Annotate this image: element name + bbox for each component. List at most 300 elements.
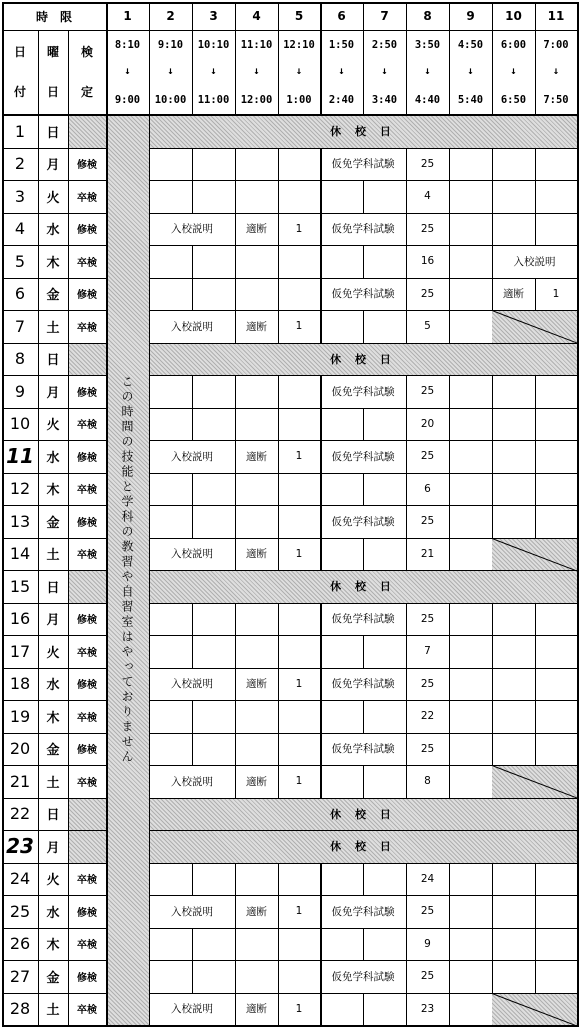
- date-cell: 13: [9, 511, 31, 531]
- grid-line: [363, 408, 364, 441]
- grid-line: [235, 213, 236, 246]
- grid-line: [535, 635, 536, 668]
- period8-value: 25: [420, 515, 435, 528]
- grid-line: [235, 668, 236, 701]
- aptitude-count: 1: [295, 775, 303, 788]
- grid-line: [278, 440, 279, 473]
- period8-value: 7: [424, 645, 431, 658]
- date-cell: 24: [9, 869, 31, 889]
- grid-line: [492, 668, 493, 701]
- period-start-time: 4:50: [457, 39, 484, 51]
- holiday-label: 休 校 日: [330, 580, 396, 594]
- grid-line: [535, 440, 536, 473]
- permit-test-entry: 仮免学科試験: [331, 678, 395, 691]
- grid-line: [406, 863, 407, 896]
- grid-line: [192, 408, 193, 441]
- grid-line: [535, 733, 536, 766]
- permit-test-entry: 仮免学科試験: [331, 743, 395, 756]
- grid-line: [2, 603, 106, 604]
- grid-line: [406, 278, 407, 311]
- period-arrow-icon: ↓: [124, 65, 131, 77]
- exam-cell: 卒検: [77, 1005, 97, 1017]
- grid-line: [149, 245, 577, 246]
- period8-value: 21: [420, 547, 435, 560]
- period8-value: 25: [420, 222, 435, 235]
- grid-line: [492, 148, 493, 181]
- holiday-shade: [68, 830, 106, 863]
- grid-line: [406, 310, 407, 343]
- aptitude-entry: 適断: [246, 905, 267, 918]
- grid-line: [320, 895, 322, 928]
- date-cell: 16: [9, 609, 31, 629]
- grid-line: [2, 635, 106, 636]
- grid-line: [192, 863, 193, 896]
- period-start-time: 7:00: [543, 39, 569, 51]
- grid-line: [192, 375, 193, 408]
- grid-line: [406, 668, 407, 701]
- grid-line: [449, 700, 450, 733]
- grid-line: [235, 2, 236, 115]
- grid-line: [320, 635, 322, 668]
- period-number: 1: [123, 9, 132, 23]
- grid-line: [2, 700, 106, 701]
- grid-line: [278, 375, 279, 408]
- grid-line: [278, 310, 279, 343]
- grid-line: [2, 570, 106, 571]
- period-end-time: 1:00: [286, 94, 312, 106]
- period-start-time: 6:00: [500, 39, 527, 51]
- grid-line: [2, 538, 106, 539]
- grid-line: [2, 798, 106, 799]
- holiday-label: 休 校 日: [330, 840, 396, 854]
- grid-line: [149, 733, 577, 734]
- period8-value: 25: [420, 157, 435, 170]
- grid-line: [406, 635, 407, 668]
- holiday-label: 休 校 日: [330, 807, 396, 821]
- grid-line: [278, 700, 279, 733]
- grid-line: [149, 830, 577, 831]
- period8-value: 22: [420, 710, 435, 723]
- grid-line: [192, 733, 193, 766]
- grid-line: [363, 180, 364, 213]
- grid-line: [149, 148, 577, 149]
- date-cell: 10: [9, 414, 31, 434]
- weekday-cell: 土: [46, 320, 60, 336]
- evening-entry: 適断: [503, 288, 524, 301]
- exam-cell: 卒検: [77, 777, 97, 789]
- grid-line: [492, 278, 493, 311]
- grid-line: [149, 700, 577, 701]
- aptitude-count: 1: [295, 547, 303, 560]
- grid-line: [449, 538, 450, 571]
- grid-line: [149, 343, 577, 344]
- grid-line: [235, 408, 236, 441]
- weekday-cell: 土: [46, 1003, 60, 1019]
- aptitude-count: 1: [295, 450, 303, 463]
- weekday-cell: 水: [46, 905, 60, 921]
- grid-line: [535, 863, 536, 896]
- grid-line: [363, 863, 364, 896]
- period-end-time: 5:40: [457, 94, 484, 106]
- grid-line: [363, 700, 364, 733]
- grid-line: [192, 278, 193, 311]
- period-end-time: 3:40: [371, 94, 398, 106]
- grid-line: [449, 928, 450, 961]
- period-number: 8: [423, 9, 432, 23]
- grid-line: [406, 440, 407, 473]
- grid-line: [149, 440, 577, 441]
- grid-line: [2, 993, 106, 994]
- grid-line: [492, 895, 493, 928]
- grid-line: [235, 700, 236, 733]
- grid-line: [106, 2, 108, 1025]
- weekday-cell: 火: [46, 873, 60, 889]
- date-cell: 19: [9, 706, 31, 726]
- grid-line: [278, 668, 279, 701]
- grid-line: [535, 375, 536, 408]
- grid-line: [492, 733, 493, 766]
- aptitude-entry: 適断: [246, 775, 267, 788]
- grid-line: [449, 375, 450, 408]
- grid-line: [535, 895, 536, 928]
- period-end-time: 4:40: [414, 94, 441, 106]
- grid-line: [278, 148, 279, 181]
- holiday-shade: [68, 570, 106, 603]
- grid-line: [149, 2, 150, 1025]
- exam-cell: 修検: [77, 907, 97, 919]
- period8-value: 25: [420, 612, 435, 625]
- grid-line: [278, 408, 279, 441]
- grid-line: [149, 863, 577, 864]
- grid-line: [235, 310, 236, 343]
- grid-line: [2, 863, 106, 864]
- grid-line: [492, 2, 493, 115]
- date-cell: 3: [14, 186, 26, 206]
- weekday-cell: 土: [46, 775, 60, 791]
- grid-line: [149, 635, 577, 636]
- grid-line: [449, 278, 450, 311]
- period1-closed-note: この時間の技能と学科の教習や自習室はやっておりません: [120, 375, 134, 765]
- grid-line: [235, 863, 236, 896]
- weekday-cell: 日: [46, 125, 60, 141]
- grid-line: [192, 2, 193, 115]
- weekday-cell: 日: [46, 808, 60, 824]
- grid-line: [406, 765, 407, 798]
- grid-line: [2, 245, 106, 246]
- exam-cell: 修検: [77, 680, 97, 692]
- grid-line: [278, 180, 279, 213]
- grid-line: [320, 148, 322, 181]
- grid-line: [235, 765, 236, 798]
- grid-line: [320, 473, 322, 506]
- period-arrow-icon: ↓: [253, 65, 260, 77]
- permit-test-entry: 仮免学科試験: [331, 905, 395, 918]
- period-arrow-icon: ↓: [167, 65, 174, 77]
- holiday-shade: [68, 343, 106, 376]
- grid-line: [535, 603, 536, 636]
- period-number: 10: [505, 9, 522, 23]
- date-cell: 4: [14, 219, 26, 239]
- period8-value: 8: [424, 775, 431, 788]
- grid-line: [2, 278, 106, 279]
- grid-line: [492, 440, 493, 473]
- exam-cell: 修検: [77, 745, 97, 757]
- grid-line: [149, 180, 577, 181]
- exam-cell: 修検: [77, 290, 97, 302]
- period-start-time: 9:10: [157, 39, 184, 51]
- permit-test-entry: 仮免学科試験: [331, 450, 395, 463]
- grid-line: [492, 700, 493, 733]
- date-cell: 2: [14, 154, 26, 174]
- grid-line: [2, 765, 106, 766]
- grid-line: [320, 603, 322, 636]
- grid-line: [149, 310, 577, 311]
- grid-line: [449, 895, 450, 928]
- grid-line: [2, 375, 106, 376]
- weekday-cell: 月: [46, 613, 60, 629]
- grid-line: [192, 245, 193, 278]
- grid-line: [320, 863, 322, 896]
- period-end-time: 9:00: [114, 94, 141, 106]
- grid-line: [320, 668, 322, 701]
- period-number: 4: [252, 9, 261, 23]
- col-date-header-bottom: 付: [13, 84, 26, 99]
- period-number: 2: [166, 9, 175, 23]
- weekday-cell: 木: [46, 483, 60, 499]
- grid-line: [492, 603, 493, 636]
- orientation-entry: 入校説明: [171, 548, 213, 561]
- grid-line: [192, 148, 193, 181]
- grid-line: [363, 538, 364, 571]
- period8-value: 25: [420, 450, 435, 463]
- col-dow-header-bottom: 日: [46, 84, 59, 99]
- grid-line: [535, 278, 536, 311]
- period8-value: 20: [420, 417, 435, 430]
- grid-line: [2, 928, 106, 929]
- grid-line: [278, 473, 279, 506]
- grid-line: [492, 213, 493, 246]
- grid-line: [320, 505, 322, 538]
- grid-line: [406, 538, 407, 571]
- weekday-cell: 水: [46, 678, 60, 694]
- grid-line: [235, 928, 236, 961]
- grid-line: [192, 505, 193, 538]
- evening-entry: 入校説明: [513, 255, 556, 268]
- exam-cell: 卒検: [77, 712, 97, 724]
- grid-line: [492, 960, 493, 993]
- grid-line: [278, 245, 279, 278]
- grid-line: [2, 473, 106, 474]
- grid-line: [320, 2, 322, 115]
- grid-line: [192, 700, 193, 733]
- aptitude-count: 1: [295, 677, 303, 690]
- date-cell: 7: [14, 316, 26, 336]
- grid-line: [2, 343, 106, 344]
- grid-line: [363, 635, 364, 668]
- grid-line: [535, 213, 536, 246]
- grid-line: [149, 895, 577, 896]
- exam-cell: 修検: [77, 615, 97, 627]
- period8-value: 25: [420, 905, 435, 918]
- period-arrow-icon: ↓: [510, 65, 517, 77]
- grid-line: [2, 148, 106, 149]
- weekday-cell: 木: [46, 938, 60, 954]
- exam-cell: 修検: [77, 387, 97, 399]
- holiday-label: 休 校 日: [330, 125, 396, 139]
- period-arrow-icon: ↓: [424, 65, 431, 77]
- grid-line: [278, 993, 279, 1026]
- period-end-time: 2:40: [328, 94, 355, 106]
- grid-line: [406, 213, 407, 246]
- grid-line: [449, 245, 450, 278]
- grid-line: [406, 993, 407, 1026]
- period-end-time: 6:50: [500, 94, 527, 106]
- weekday-cell: 日: [46, 580, 60, 596]
- permit-test-entry: 仮免学科試験: [331, 158, 395, 171]
- date-cell: 25: [9, 901, 31, 921]
- grid-line: [406, 245, 407, 278]
- grid-line: [149, 993, 577, 994]
- grid-line: [278, 538, 279, 571]
- col-date-header-top: 日: [13, 44, 26, 59]
- grid-line: [2, 895, 106, 896]
- permit-test-entry: 仮免学科試験: [331, 613, 395, 626]
- aptitude-count: 1: [295, 320, 303, 333]
- grid-line: [149, 505, 577, 506]
- grid-line: [406, 408, 407, 441]
- grid-line: [235, 733, 236, 766]
- grid-line: [278, 635, 279, 668]
- date-cell: 15: [9, 576, 31, 596]
- period8-value: 4: [424, 190, 431, 203]
- grid-line: [2, 830, 106, 831]
- grid-line: [2, 310, 106, 311]
- aptitude-count: 1: [295, 1002, 303, 1015]
- grid-line: [449, 635, 450, 668]
- date-cell: 9: [14, 381, 26, 401]
- date-cell: 27: [9, 966, 31, 986]
- exam-cell: 卒検: [77, 647, 97, 659]
- grid-line: [363, 310, 364, 343]
- grid-line: [192, 928, 193, 961]
- grid-line: [449, 408, 450, 441]
- grid-line: [449, 960, 450, 993]
- weekday-cell: 金: [46, 515, 60, 531]
- orientation-entry: 入校説明: [171, 775, 213, 788]
- period8-value: 5: [424, 320, 431, 333]
- grid-line: [492, 505, 493, 538]
- grid-line: [192, 635, 193, 668]
- grid-line: [320, 538, 322, 571]
- grid-line: [492, 928, 493, 961]
- grid-line: [320, 213, 322, 246]
- grid-line: [235, 538, 236, 571]
- grid-line: [363, 993, 364, 1026]
- grid-line: [535, 960, 536, 993]
- grid-line: [149, 765, 577, 766]
- grid-line: [320, 310, 322, 343]
- holiday-shade: [68, 798, 106, 831]
- period8-value: 25: [420, 742, 435, 755]
- grid-line: [320, 245, 322, 278]
- date-cell: 8: [14, 349, 26, 369]
- grid-line: [406, 148, 407, 181]
- weekday-cell: 月: [46, 840, 60, 856]
- grid-line: [149, 473, 577, 474]
- weekday-cell: 水: [46, 450, 60, 466]
- grid-line: [320, 180, 322, 213]
- header-bottom-border: [2, 114, 577, 116]
- grid-line: [278, 2, 279, 115]
- grid-line: [363, 928, 364, 961]
- grid-line: [406, 2, 407, 115]
- period-arrow-icon: ↓: [381, 65, 388, 77]
- grid-line: [449, 765, 450, 798]
- grid-line: [2, 408, 106, 409]
- grid-line: [149, 960, 577, 961]
- grid-line: [235, 440, 236, 473]
- date-cell: 11: [6, 444, 34, 469]
- grid-line: [235, 148, 236, 181]
- grid-line: [235, 245, 236, 278]
- aptitude-entry: 適断: [246, 223, 267, 236]
- period-start-time: 1:50: [328, 39, 355, 51]
- period-start-time: 12:10: [283, 39, 315, 51]
- weekday-cell: 火: [46, 190, 60, 206]
- grid-line: [149, 570, 577, 571]
- date-cell: 21: [9, 771, 31, 791]
- aptitude-entry: 適断: [246, 1003, 267, 1016]
- grid-line: [449, 440, 450, 473]
- orientation-entry: 入校説明: [171, 905, 213, 918]
- period8-value: 25: [420, 287, 435, 300]
- grid-line: [235, 895, 236, 928]
- date-cell: 20: [9, 739, 31, 759]
- grid-line: [2, 440, 106, 441]
- grid-line: [535, 408, 536, 441]
- grid-line: [406, 505, 407, 538]
- exam-cell: 卒検: [77, 192, 97, 204]
- grid-line: [406, 473, 407, 506]
- exam-cell: 卒検: [77, 420, 97, 432]
- grid-line: [320, 928, 322, 961]
- orientation-entry: 入校説明: [171, 678, 213, 691]
- grid-line: [449, 180, 450, 213]
- date-cell: 23: [6, 834, 34, 859]
- weekday-cell: 月: [46, 158, 60, 174]
- grid-line: [406, 603, 407, 636]
- grid-line: [2, 733, 106, 734]
- grid-line: [406, 895, 407, 928]
- exam-cell: 卒検: [77, 875, 97, 887]
- grid-line: [2, 180, 106, 181]
- period-title: 時 限: [35, 9, 72, 24]
- period8-value: 6: [424, 482, 431, 495]
- grid-line: [535, 148, 536, 181]
- period-number: 7: [380, 9, 389, 23]
- grid-line: [278, 278, 279, 311]
- grid-line: [535, 700, 536, 733]
- orientation-entry: 入校説明: [171, 223, 213, 236]
- grid-line: [192, 473, 193, 506]
- date-cell: 28: [9, 999, 31, 1019]
- period-arrow-icon: ↓: [552, 65, 560, 77]
- period-number: 3: [209, 9, 218, 23]
- exam-cell: 修検: [77, 452, 97, 464]
- exam-cell: 卒検: [77, 257, 97, 269]
- period8-value: 25: [420, 677, 435, 690]
- grid-line: [235, 635, 236, 668]
